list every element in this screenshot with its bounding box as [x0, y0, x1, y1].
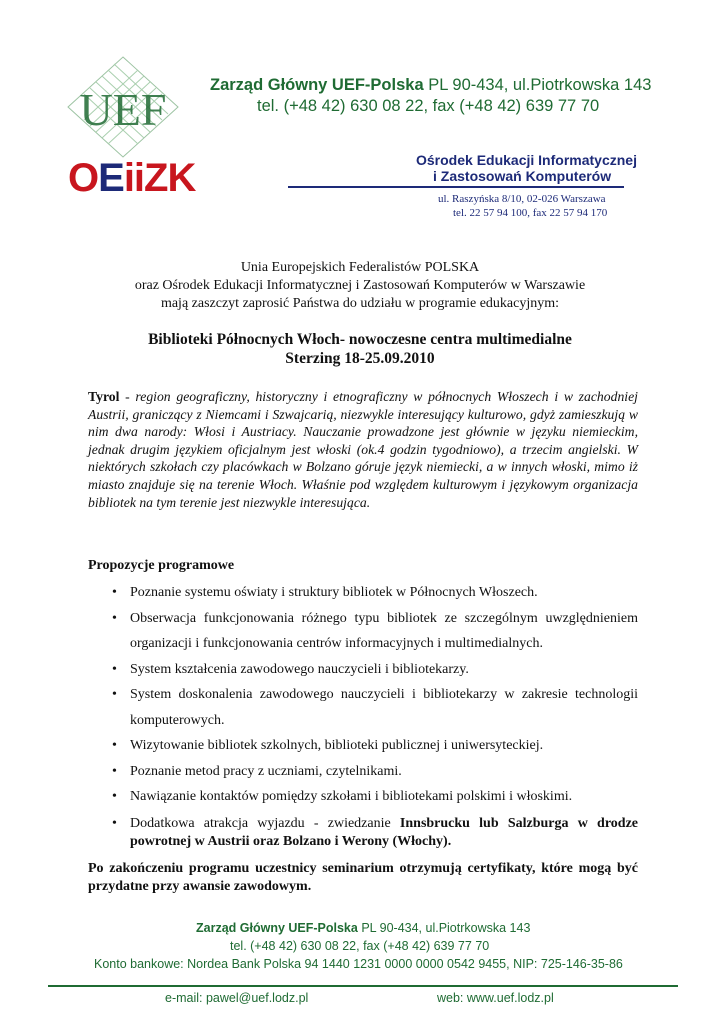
list-item-highlight: Innsbrucku lub Salzburga w drodze powrotnej w Austrii oraz Bolzano i Werony (Włochy).: [130, 815, 638, 849]
program-list: [88, 580, 638, 851]
bullet-icon: •: [112, 687, 117, 702]
list-item: [88, 815, 638, 851]
list-item-text: Poznanie systemu oświaty i struktury bibliotek w Północnych Włoszech.: [130, 585, 538, 600]
svg-text:UEF: UEF: [79, 84, 167, 135]
list-item-text: Poznanie metod pracy z uczniami, czytelnikami.: [130, 763, 402, 779]
header-divider: [288, 186, 624, 188]
bullet-icon: •: [112, 763, 117, 779]
footer-email-link[interactable]: e-mail: pawel@uef.lodz.pl: [165, 991, 309, 1005]
footer-divider: [48, 985, 678, 987]
list-item: [88, 682, 638, 733]
list-item: [88, 580, 638, 606]
closing-note: Po zakończeniu programu uczestnicy seminarium otrzymują certyfikaty, które mogą być przydatne przy awansie zawodowym.: [88, 861, 638, 894]
oeiizk-logo: OEiiZK: [68, 156, 196, 200]
footer-bank: Konto bankowe: Nordea Bank Polska 94 1440 1231 0000 0000 0542 9455, NIP: 725-146-35-86: [94, 957, 623, 971]
program-heading: Propozycje programowe: [88, 558, 235, 573]
bullet-icon: •: [112, 789, 117, 804]
footer-phone: tel. (+48 42) 630 08 22, fax (+48 42) 639 77 70: [230, 939, 490, 953]
oeiizk-name-line2: i Zastosowań Komputerów: [433, 168, 612, 184]
uef-header-phone: tel. (+48 42) 630 08 22, fax (+48 42) 639 77 70: [257, 97, 600, 115]
intro-line-3: mają zaszczyt zaprosić Państwa do udziału w programie edukacyjnym:: [160, 296, 560, 311]
bullet-icon: •: [112, 610, 117, 626]
footer-web-link[interactable]: web: www.uef.lodz.pl: [437, 991, 554, 1005]
program-dates: Sterzing 18-25.09.2010: [285, 350, 435, 367]
uef-header-org: Zarząd Główny UEF-Polska: [210, 76, 424, 94]
list-item: [88, 759, 638, 785]
tyrol-lead: Tyrol: [88, 389, 120, 404]
oeiizk-address: ul. Raszyńska 8/10, 02-026 Warszawa: [438, 193, 606, 205]
oeiizk-phone: tel. 22 57 94 100, fax 22 57 94 170: [453, 207, 608, 219]
list-item: [88, 733, 638, 759]
list-item-text: Dodatkowa atrakcja wyjazdu - zwiedzanie: [130, 815, 400, 831]
list-item-text: System kształcenia zawodowego nauczycieli i bibliotekarzy.: [130, 661, 469, 677]
intro-line-2: oraz Ośrodek Edukacji Informatycznej i Zastosowań Komputerów w Warszawie: [134, 278, 586, 293]
footer-street: PL 90-434, ul.Piotrkowska 143: [361, 921, 531, 935]
uef-header-street: PL 90-434, ul.Piotrkowska 143: [428, 76, 652, 94]
list-item-text: Wizytowanie bibliotek szkolnych, biblioteki publicznej i uniwersyteckiej.: [130, 738, 544, 753]
tyrol-description: [88, 388, 638, 511]
list-item-text: Nawiązanie kontaktów pomiędzy szkołami i bibliotekami polskimi i włoskimi.: [130, 789, 573, 804]
footer-org: Zarząd Główny UEF-Polska: [196, 921, 358, 935]
oeiizk-name-line1: Ośrodek Edukacji Informatycznej: [416, 152, 637, 168]
program-title: Biblioteki Północnych Włoch- nowoczesne centra multimedialne: [148, 331, 572, 348]
bullet-icon: •: [112, 815, 117, 831]
list-item: [88, 657, 638, 683]
bullet-icon: •: [112, 738, 117, 753]
intro-line-1: Unia Europejskich Federalistów POLSKA: [240, 260, 480, 275]
list-item: [88, 784, 638, 810]
bullet-icon: •: [112, 585, 117, 600]
bullet-icon: •: [112, 661, 117, 677]
footer-address: [196, 921, 530, 935]
uef-header-address: [210, 76, 651, 95]
tyrol-text: - region geograficzny, historyczny i etnograficzny w północnych Włoszech i w zachodniej Austrii, graniczący z Niemcami i Szwajcarią, niezwykle interesujący kulturowo, gdyż zamieszkują w nim dwa narody: Włosi i Austriacy. Nauczanie prowadzone jest głównie w języku niemieckim, jednak drugim językiem oficjalnym jest włoski (ok.4 godzin tygodniowo), a trzecim angielski. W niektórych szkołach czy placówkach w Bolzano góruje język niemiecki, a w innych włoski, mimo iż miasto znajduje się na terenie Włoch. Właśnie pod względem kulturowym i językowym organizacja bibliotek na tym terenie jest niezwykle interesująca.: [88, 389, 638, 510]
uef-logo: [66, 55, 180, 159]
list-item: [88, 606, 638, 657]
list-item-text: Obserwacja funkcjonowania różnego typu bibliotek ze szczególnym uwzględnieniem organizacji i funkcjonowania centrów informacyjnych i multimedialnych.: [130, 610, 638, 651]
list-item-text: System doskonalenia zawodowego nauczycieli i bibliotekarzy w zakresie technologii komputerowych.: [130, 687, 638, 728]
